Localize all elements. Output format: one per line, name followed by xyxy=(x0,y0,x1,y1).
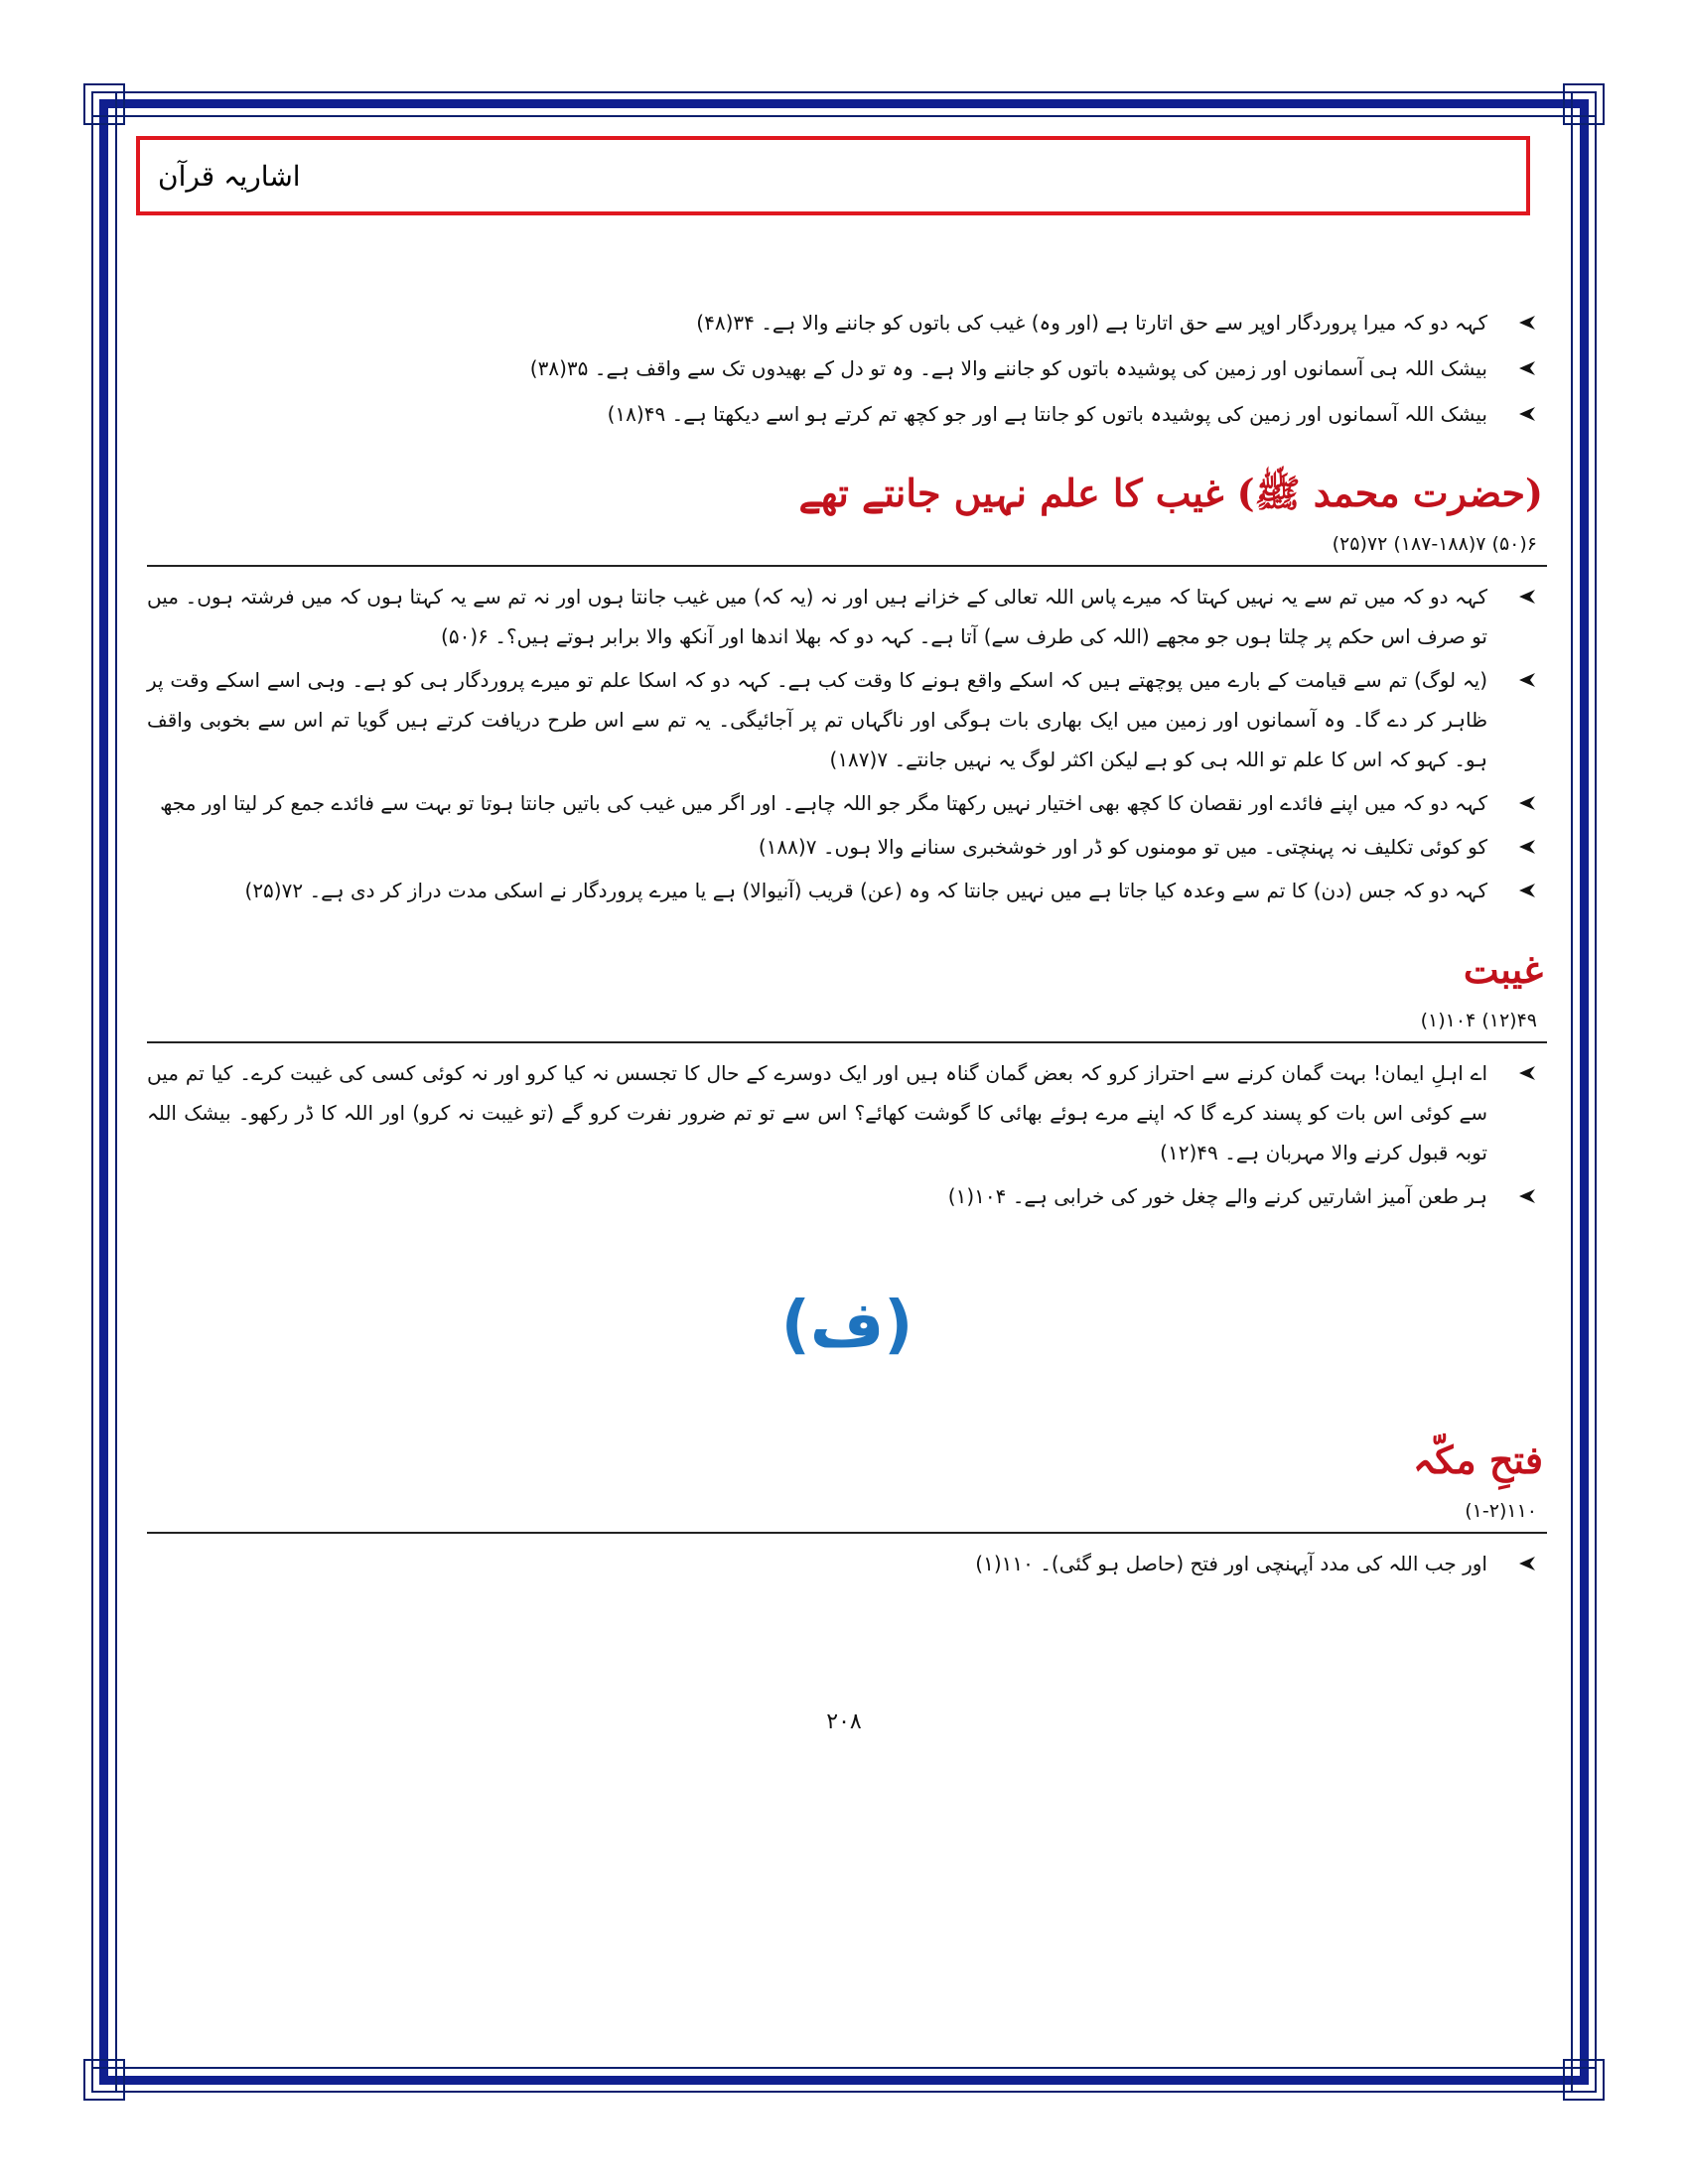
page-number: ۲۰۸ xyxy=(826,1709,862,1734)
arrowhead-bullet-icon xyxy=(1507,660,1547,700)
list-item-text: کہہ دو کہ میں تم سے یہ نہیں کہتا کہ میرے پاس اللہ تعالی کے خزانے ہیں اور نہ (یہ کہ) میں غیب جانتا ہوں اور نہ تم سے یہ کہتا ہوں کہ میں فرشتہ ہوں۔ میں تو صرف اس حکم پر چلتا ہوں جو مجھے (اللہ کی طرف سے) آتا ہے۔ کہہ دو کہ بھلا اندھا اور آنکھ والا برابر ہوتے ہیں؟۔ ۶(۵۰) xyxy=(147,585,1487,648)
list-item xyxy=(147,348,1547,388)
arrowhead-bullet-icon xyxy=(1507,871,1547,910)
section-fatah-makkah xyxy=(147,1434,1547,1583)
divider xyxy=(147,1532,1547,1534)
section-list xyxy=(147,577,1547,910)
section-list xyxy=(147,1544,1547,1583)
list-item-text: کہہ دو کہ میرا پروردگار اوپر سے حق اتارتا ہے (اور وہ) غیب کی باتوں کو جاننے والا ہے۔ ۳۴(۴۸) xyxy=(696,311,1487,335)
frame-corner-ornament xyxy=(83,83,125,125)
arrowhead-bullet-icon xyxy=(1507,1176,1547,1216)
list-item-text: (یہ لوگ) تم سے قیامت کے بارے میں پوچھتے ہیں کہ اسکے واقع ہونے کا وقت کب ہے۔ کہہ دو کہ اسکا علم تو میرے پروردگار ہی کو ہے۔ وہی اسے اسکے وقت پر ظاہر کر دے گا۔ وہ آسمانوں اور زمین میں ایک بھاری بات ہوگی اور ناگہاں تم پر آجائیگی۔ یہ تم سے اس طرح دریافت کرتے ہیں گویا تم اس سے بخوبی واقف ہو۔ کہو کہ اس کا علم تو اللہ ہی کو ہے لیکن اکثر لوگ یہ نہیں جانتے۔ ۷(۱۸۷) xyxy=(147,668,1488,771)
list-item xyxy=(147,394,1547,434)
list-item-text: اے اہلِ ایمان! بہت گمان کرنے سے احتراز کرو کہ بعض گمان گناہ ہیں اور ایک دوسرے کے حال کا تجسس نہ کیا کرو اور نہ کوئی کسی کی غیبت کرے۔ کیا تم میں سے کوئی اس بات کو پسند کرے گا کہ اپنے مرے ہوئے بھائی کا گوشت کھائے؟ اس سے تو تم ضرور نفرت کرو گے (تو غیبت نہ کرو) اور اللہ کا ڈر رکھو۔ بیشک اللہ توبہ قبول کرنے والا مہربان ہے۔ ۴۹(۱۲) xyxy=(147,1061,1487,1164)
arrowhead-bullet-icon xyxy=(1507,827,1547,867)
section-references: ۴۹(۱۲) ۱۰۴(۱) xyxy=(1420,1010,1537,1031)
section-title: غیبت xyxy=(1463,947,1543,992)
divider xyxy=(147,1041,1547,1043)
frame-corner-ornament xyxy=(1563,2059,1605,2101)
section-prophet-ghaib xyxy=(147,468,1547,910)
list-item xyxy=(147,1053,1547,1172)
header-title: اشاریہ قرآن xyxy=(158,159,301,193)
arrowhead-bullet-icon xyxy=(1507,577,1547,616)
section-references: ۶(۵۰) ۷(۱۸۷-۱۸۸) ۷۲(۲۵) xyxy=(1332,533,1537,555)
intro-list xyxy=(147,303,1547,434)
list-item xyxy=(147,660,1547,779)
section-title: (حضرت محمد ﷺ) غیب کا علم نہیں جانتے تھے xyxy=(798,471,1543,515)
section-gheebat xyxy=(147,944,1547,1216)
arrowhead-bullet-icon xyxy=(1507,348,1547,388)
running-header xyxy=(136,136,1530,215)
list-item xyxy=(147,1176,1547,1216)
arrowhead-bullet-icon xyxy=(1507,1544,1547,1583)
list-item-text: کہہ دو کہ جس (دن) کا تم سے وعدہ کیا جاتا ہے میں نہیں جانتا کہ وہ (عن) قریب (آنیوالا) ہے یا میرے پروردگار نے اسکی مدت دراز کر دی ہے۔ ۷۲(۲۵) xyxy=(244,879,1487,902)
list-item xyxy=(147,1544,1547,1583)
list-item-text: بیشک اللہ ہی آسمانوں اور زمین کی پوشیدہ باتوں کو جاننے والا ہے۔ وہ تو دل کے بھیدوں تک سے واقف ہے۔ ۳۵(۳۸) xyxy=(529,356,1487,380)
list-item xyxy=(147,871,1547,910)
section-list xyxy=(147,1053,1547,1216)
list-item-text: کو کوئی تکلیف نہ پہنچتی۔ میں تو مومنوں کو ڈر اور خوشخبری سنانے والا ہوں۔ ۷(۱۸۸) xyxy=(758,835,1487,859)
list-item-text: بیشک اللہ آسمانوں اور زمین کی پوشیدہ باتوں کو جانتا ہے اور جو کچھ تم کرتے ہو اسے دیکھتا ہے۔ ۴۹(۱۸) xyxy=(607,402,1487,426)
arrowhead-bullet-icon xyxy=(1507,303,1547,342)
list-item-text: ہر طعن آمیز اشارتیں کرنے والے چغل خور کی خرابی ہے۔ ۱۰۴(۱) xyxy=(947,1184,1487,1208)
frame-corner-ornament xyxy=(1563,83,1605,125)
list-item-text: کہہ دو کہ میں اپنے فائدے اور نقصان کا کچھ بھی اختیار نہیں رکھتا مگر جو اللہ چاہے۔ اور اگر میں غیب کی باتیں جانتا ہوتا تو بہت سے فائدے جمع کر لیتا اور مجھ xyxy=(160,791,1487,815)
section-references: ۱۱۰(۱-۲) xyxy=(1465,1500,1537,1522)
page-content xyxy=(147,303,1547,1587)
list-item xyxy=(147,303,1547,342)
list-item-text: اور جب اللہ کی مدد آپہنچی اور فتح (حاصل ہو گئی)۔ ۱۱۰(۱) xyxy=(975,1552,1487,1575)
list-item xyxy=(147,783,1547,823)
frame-corner-ornament xyxy=(83,2059,125,2101)
section-title: فتحِ مکّہ xyxy=(1413,1437,1543,1482)
list-item xyxy=(147,577,1547,656)
arrowhead-bullet-icon xyxy=(1507,783,1547,823)
letter-heading: (ف) xyxy=(780,1289,914,1362)
arrowhead-bullet-icon xyxy=(1507,1053,1547,1093)
divider xyxy=(147,565,1547,567)
arrowhead-bullet-icon xyxy=(1507,394,1547,434)
list-item xyxy=(147,827,1547,867)
